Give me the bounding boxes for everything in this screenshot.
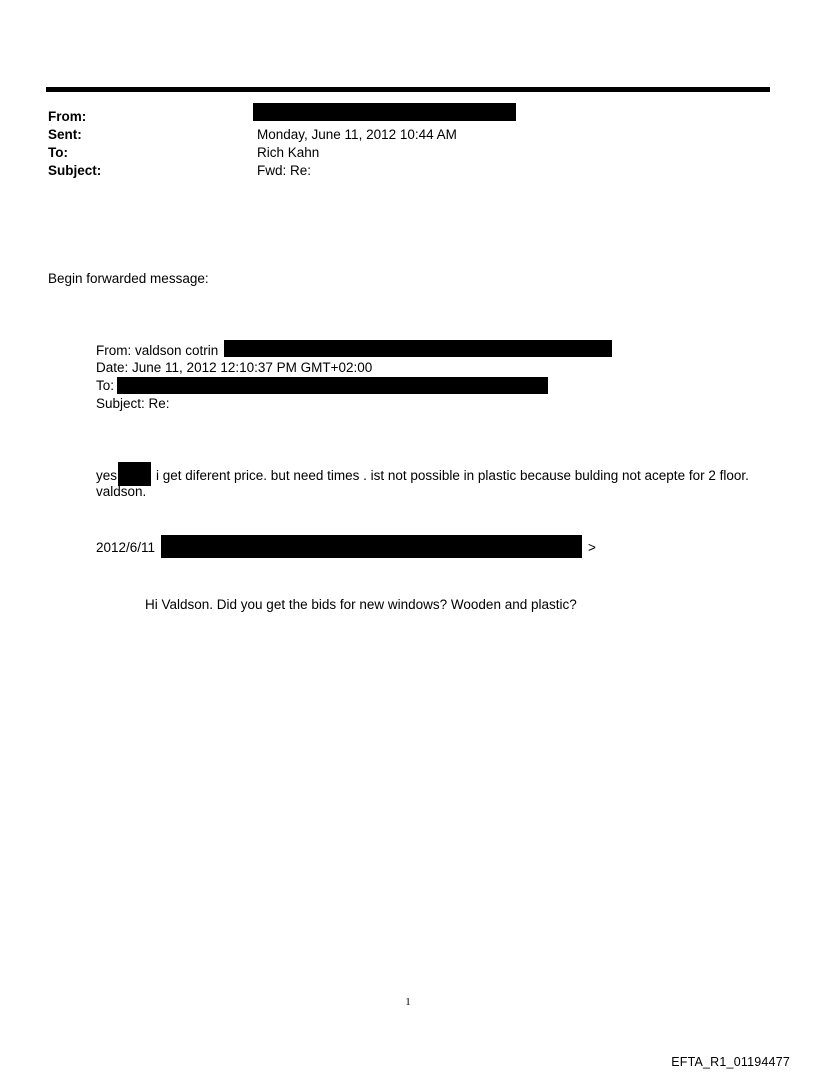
- message-yes: yes: [96, 468, 118, 483]
- to-label: To:: [48, 145, 68, 160]
- message-signature: valdson.: [96, 484, 147, 499]
- forwarded-from: From: valdson cotrin: [96, 343, 219, 358]
- redacted-forwarded-email: [224, 340, 612, 357]
- quote-close: >: [588, 540, 596, 555]
- subject-label: Subject:: [48, 163, 102, 178]
- bates-number: EFTA_R1_01194477: [671, 1055, 790, 1069]
- redacted-quote-sender: [161, 535, 582, 558]
- redacted-sender: [253, 103, 516, 121]
- subject-value: Fwd: Re:: [257, 163, 312, 178]
- forward-intro: Begin forwarded message:: [48, 271, 209, 286]
- forwarded-to: To:: [96, 378, 115, 393]
- quote-date: 2012/6/11: [96, 540, 156, 555]
- from-label: From:: [48, 109, 87, 124]
- header-divider: [46, 87, 770, 92]
- sent-label: Sent:: [48, 127, 82, 142]
- quoted-message: Hi Valdson. Did you get the bids for new windows? Wooden and plastic?: [145, 597, 577, 612]
- redacted-forwarded-recipient: [117, 377, 548, 394]
- to-value: Rich Kahn: [257, 145, 320, 160]
- sent-value: Monday, June 11, 2012 10:44 AM: [257, 127, 457, 142]
- forwarded-date: Date: June 11, 2012 12:10:37 PM GMT+02:00: [96, 360, 373, 375]
- forwarded-subject: Subject: Re:: [96, 396, 170, 411]
- message-line-1: i get diferent price. but need times . ist not possible in plastic because bulding not acepte for 2 floor.: [156, 468, 749, 483]
- page-number: 1: [405, 996, 411, 1008]
